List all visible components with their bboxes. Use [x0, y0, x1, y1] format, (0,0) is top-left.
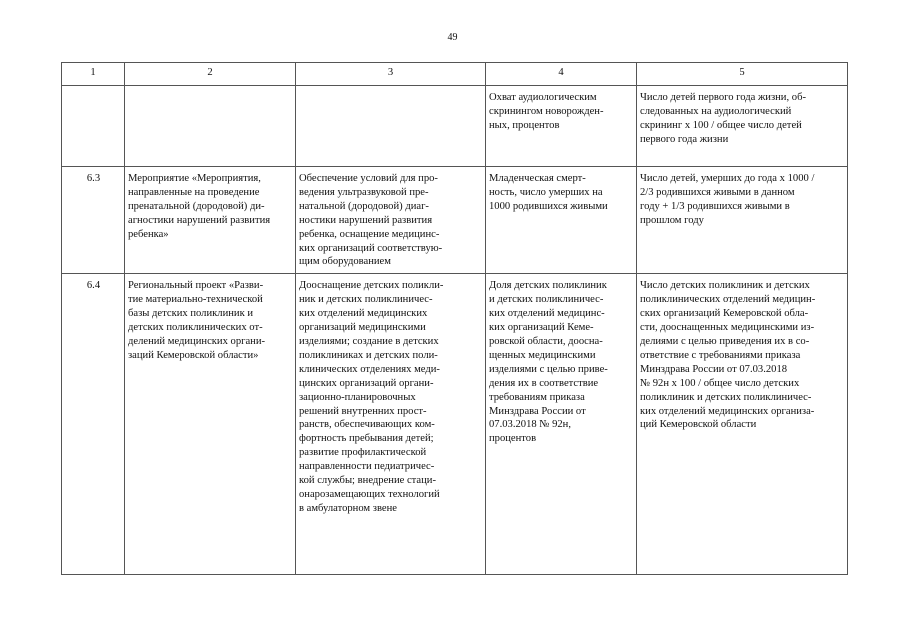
row-number-cell: 6.3 [62, 167, 125, 274]
page-number: 49 [447, 32, 458, 43]
column-header: 2 [125, 63, 296, 86]
description-cell [296, 86, 486, 167]
table-row [62, 167, 848, 274]
event-cell: Мероприятие «Мероприятия, направленные на проведение пренатальной (дородовой) ди- агностики нарушений развития ребенка» [125, 167, 296, 274]
column-header: 3 [296, 63, 486, 86]
formula-cell: Число детей, умерших до года х 1000 / 2/3 родившихся живыми в данном году + 1/3 родившихся живыми в прошлом году [637, 167, 848, 274]
description-cell: Дооснащение детских поликли- ник и детских поликлиничес- ких отделений медицинских организаций медицинскими изделиями; создание в детских поликлиниках и детских поли- клинических отделениях меди- цинских организаций органи- зационно-планировочных решений внутренних прост- ранств, обеспечивающих ком- фортность пребывания детей; развитие профилактической направленности педиатричес- кой службы; внедрение стаци- онарозамещающих технологий в амбулаторном звене [296, 274, 486, 575]
indicator-cell: Доля детских поликлиник и детских поликлиничес- ких отделений медицинс- ких организаций Кеме- ровской области, дооcна- щенных медицинскими изделиями с целью приве- дения их в соответствие требованиям приказа Минздрава России от 07.03.2018 № 92н, процентов [486, 274, 637, 575]
row-number-cell [62, 86, 125, 167]
column-header: 4 [486, 63, 637, 86]
formula-cell: Число детей первого года жизни, об- следованных на аудиологический скрининг х 100 / общее число детей первого года жизни [637, 86, 848, 167]
description-cell: Обеспечение условий для про- ведения ультразвуковой пре- натальной (дородовой) диаг- ностики нарушений развития ребенка, оснащение медицинс- ких организаций соответствую- щим оборудованием [296, 167, 486, 274]
event-cell: Региональный проект «Разви- тие материально-технической базы детских поликлиник и детских поликлинических от- делений медицинских органи- заций Кемеровской области» [125, 274, 296, 575]
indicator-cell: Охват аудиологическим скринингом новорожден- ных, процентов [486, 86, 637, 167]
row-number-cell: 6.4 [62, 274, 125, 575]
event-cell [125, 86, 296, 167]
data-table [61, 62, 848, 575]
indicator-cell: Младенческая смерт- ность, число умерших на 1000 родившихся живыми [486, 167, 637, 274]
table-header-row [62, 63, 848, 86]
formula-cell: Число детских поликлиник и детских поликлинических отделений медицин- ских организаций Кемеровской обла- сти, дооснащенных медицинскими из- делиями с целью приведения их в со- ответствие с требованиями приказа Минздрава России от 07.03.2018 № 92н х 100 / общее число детских поликлиник и детских поликлиничес- ких отделений медицинских организа- ций Кемеровской области [637, 274, 848, 575]
table-row [62, 274, 848, 575]
column-header: 5 [637, 63, 848, 86]
table-row [62, 86, 848, 167]
column-header: 1 [62, 63, 125, 86]
